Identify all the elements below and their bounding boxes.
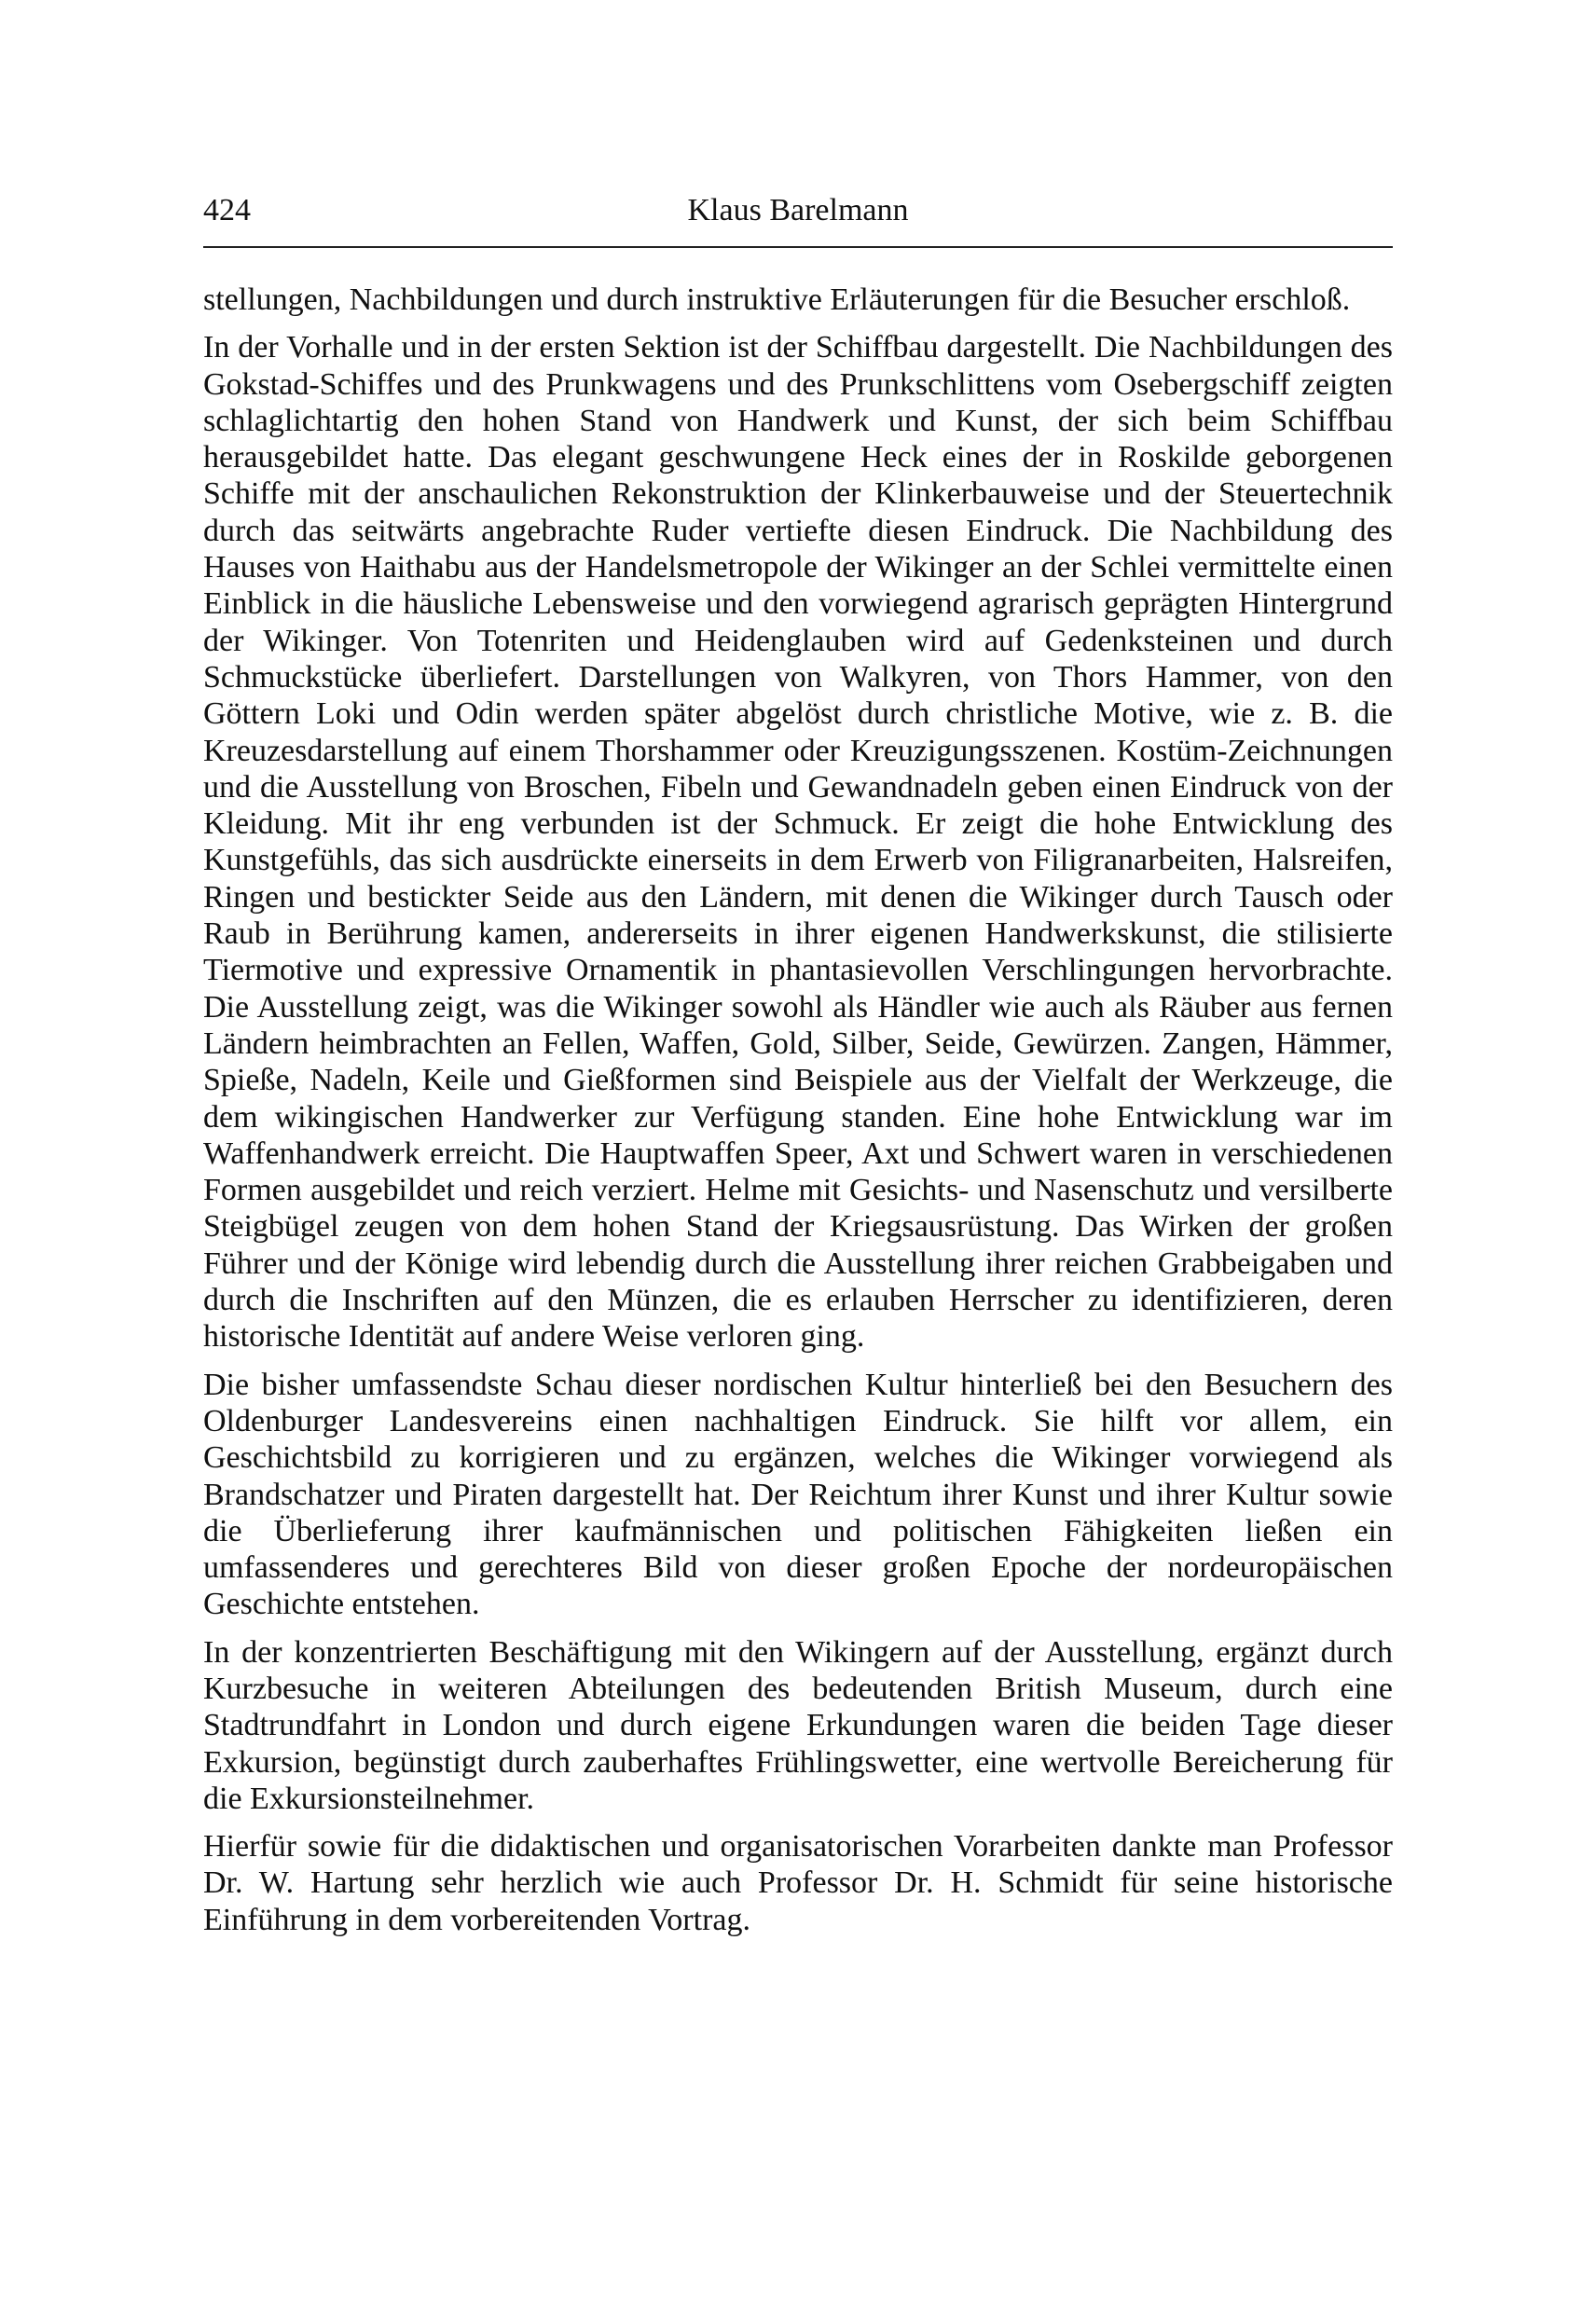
page-header <box>203 186 1393 248</box>
body-text <box>203 282 1393 1949</box>
paragraph: Die bisher umfassendste Schau dieser nordischen Kultur hinterließ bei den Besuchern des Oldenburger Landesvereins einen nachhaltigen Eindruck. Sie hilft vor allem, ein Geschichtsbild zu korrigieren und zu ergänzen, welches die Wikinger vorwiegend als Brandschatzer und Piraten dargestellt hat. Der Reichtum ihrer Kunst und ihrer Kultur sowie die Überlieferung ihrer kaufmännischen und politischen Fähigkeiten ließen ein umfassenderes und gerechteres Bild von dieser großen Epoche der nordeuropäischen Geschichte entstehen. <box>203 1367 1393 1622</box>
running-head: Klaus Barelmann <box>687 193 909 227</box>
paragraph: stellungen, Nachbildungen und durch instruktive Erläuterungen für die Besucher erschloß. <box>203 282 1351 317</box>
paragraph: In der Vorhalle und in der ersten Sektion ist der Schiffbau dargestellt. Die Nachbildungen des Gokstad-Schiffes und des Prunkwagens und des Prunkschlittens vom Osebergschiff zeigten schlaglichtartig den hohen Stand von Handwerk und Kunst, der sich beim Schiffbau herausgebildet hatte. Das elegant geschwungene Heck eines der in Roskilde geborgenen Schiffe mit der anschaulichen Rekonstruktion der Klinkerbauweise und der Steuertechnik durch das seitwärts angebrachte Ruder vertiefte diesen Eindruck. Die Nachbildung des Hauses von Haithabu aus der Handelsmetropole der Wikinger an der Schlei vermittelte einen Einblick in die häusliche Lebensweise und den vorwiegend agrarisch geprägten Hintergrund der Wikinger. Von Totenriten und Heidenglauben wird auf Gedenksteinen und durch Schmuckstücke überliefert. Darstellungen von Walkyren, von Thors Hammer, von den Göttern Loki und Odin werden später abgelöst durch christliche Motive, wie z. B. die Kreuzesdarstellung auf einem Thorshammer oder Kreuzigungsszenen. Kostüm-Zeichnungen und die Ausstellung von Broschen, Fibeln und Gewandnadeln geben einen Eindruck von der Kleidung. Mit ihr eng verbunden ist der Schmuck. Er zeigt die hohe Entwicklung des Kunstgefühls, das sich ausdrückte einerseits in dem Erwerb von Filigranarbeiten, Halsreifen, Ringen und bestickter Seide aus den Ländern, mit denen die Wikinger durch Tausch oder Raub in Berührung kamen, andererseits in ihrer eigenen Handwerkskunst, die stilisierte Tiermotive und expressive Ornamentik in phantasievollen Verschlingungen hervorbrachte. Die Ausstellung zeigt, was die Wikinger sowohl als Händler wie auch als Räuber aus fernen Ländern heimbrachten an Fellen, Waffen, Gold, Silber, Seide, Gewürzen. Zangen, Hämmer, Spieße, Nadeln, Keile und Gießformen sind Beispiele aus der Vielfalt der Werkzeuge, die dem wikingischen Handwerker zur Verfügung standen. Eine hohe Entwicklung war im Waffenhandwerk erreicht. Die Hauptwaffen Speer, Axt und Schwert waren in verschiedenen Formen ausgebildet und reich verziert. Helme mit Gesichts- und Nasenschutz und versilberte Steigbügel zeugen von dem hohen Stand der Kriegsausrüstung. Das Wirken der großen Führer und der Könige wird lebendig durch die Ausstellung ihrer reichen Grabbeigaben und durch die Inschriften auf den Münzen, die es erlauben Herrscher zu identifizieren, deren historische Identität auf andere Weise verloren ging. <box>203 330 1393 1355</box>
paragraph: In der konzentrierten Beschäftigung mit den Wikingern auf der Ausstellung, ergänzt durch Kurzbesuche in weiteren Abteilungen des bedeutenden British Museum, durch eine Stadtrundfahrt in London und durch eigene Erkundungen waren die beiden Tage dieser Exkursion, begünstigt durch zauberhaftes Frühlingswetter, eine wertvolle Bereicherung für die Exkursionsteilnehmer. <box>203 1634 1393 1816</box>
page-number: 424 <box>203 193 251 227</box>
paragraph: Hierfür sowie für die didaktischen und organisatorischen Vorarbeiten dankte man Professor Dr. W. Hartung sehr herzlich wie auch Professor Dr. H. Schmidt für seine historische Einführung in dem vorbereitenden Vortrag. <box>203 1829 1393 1937</box>
